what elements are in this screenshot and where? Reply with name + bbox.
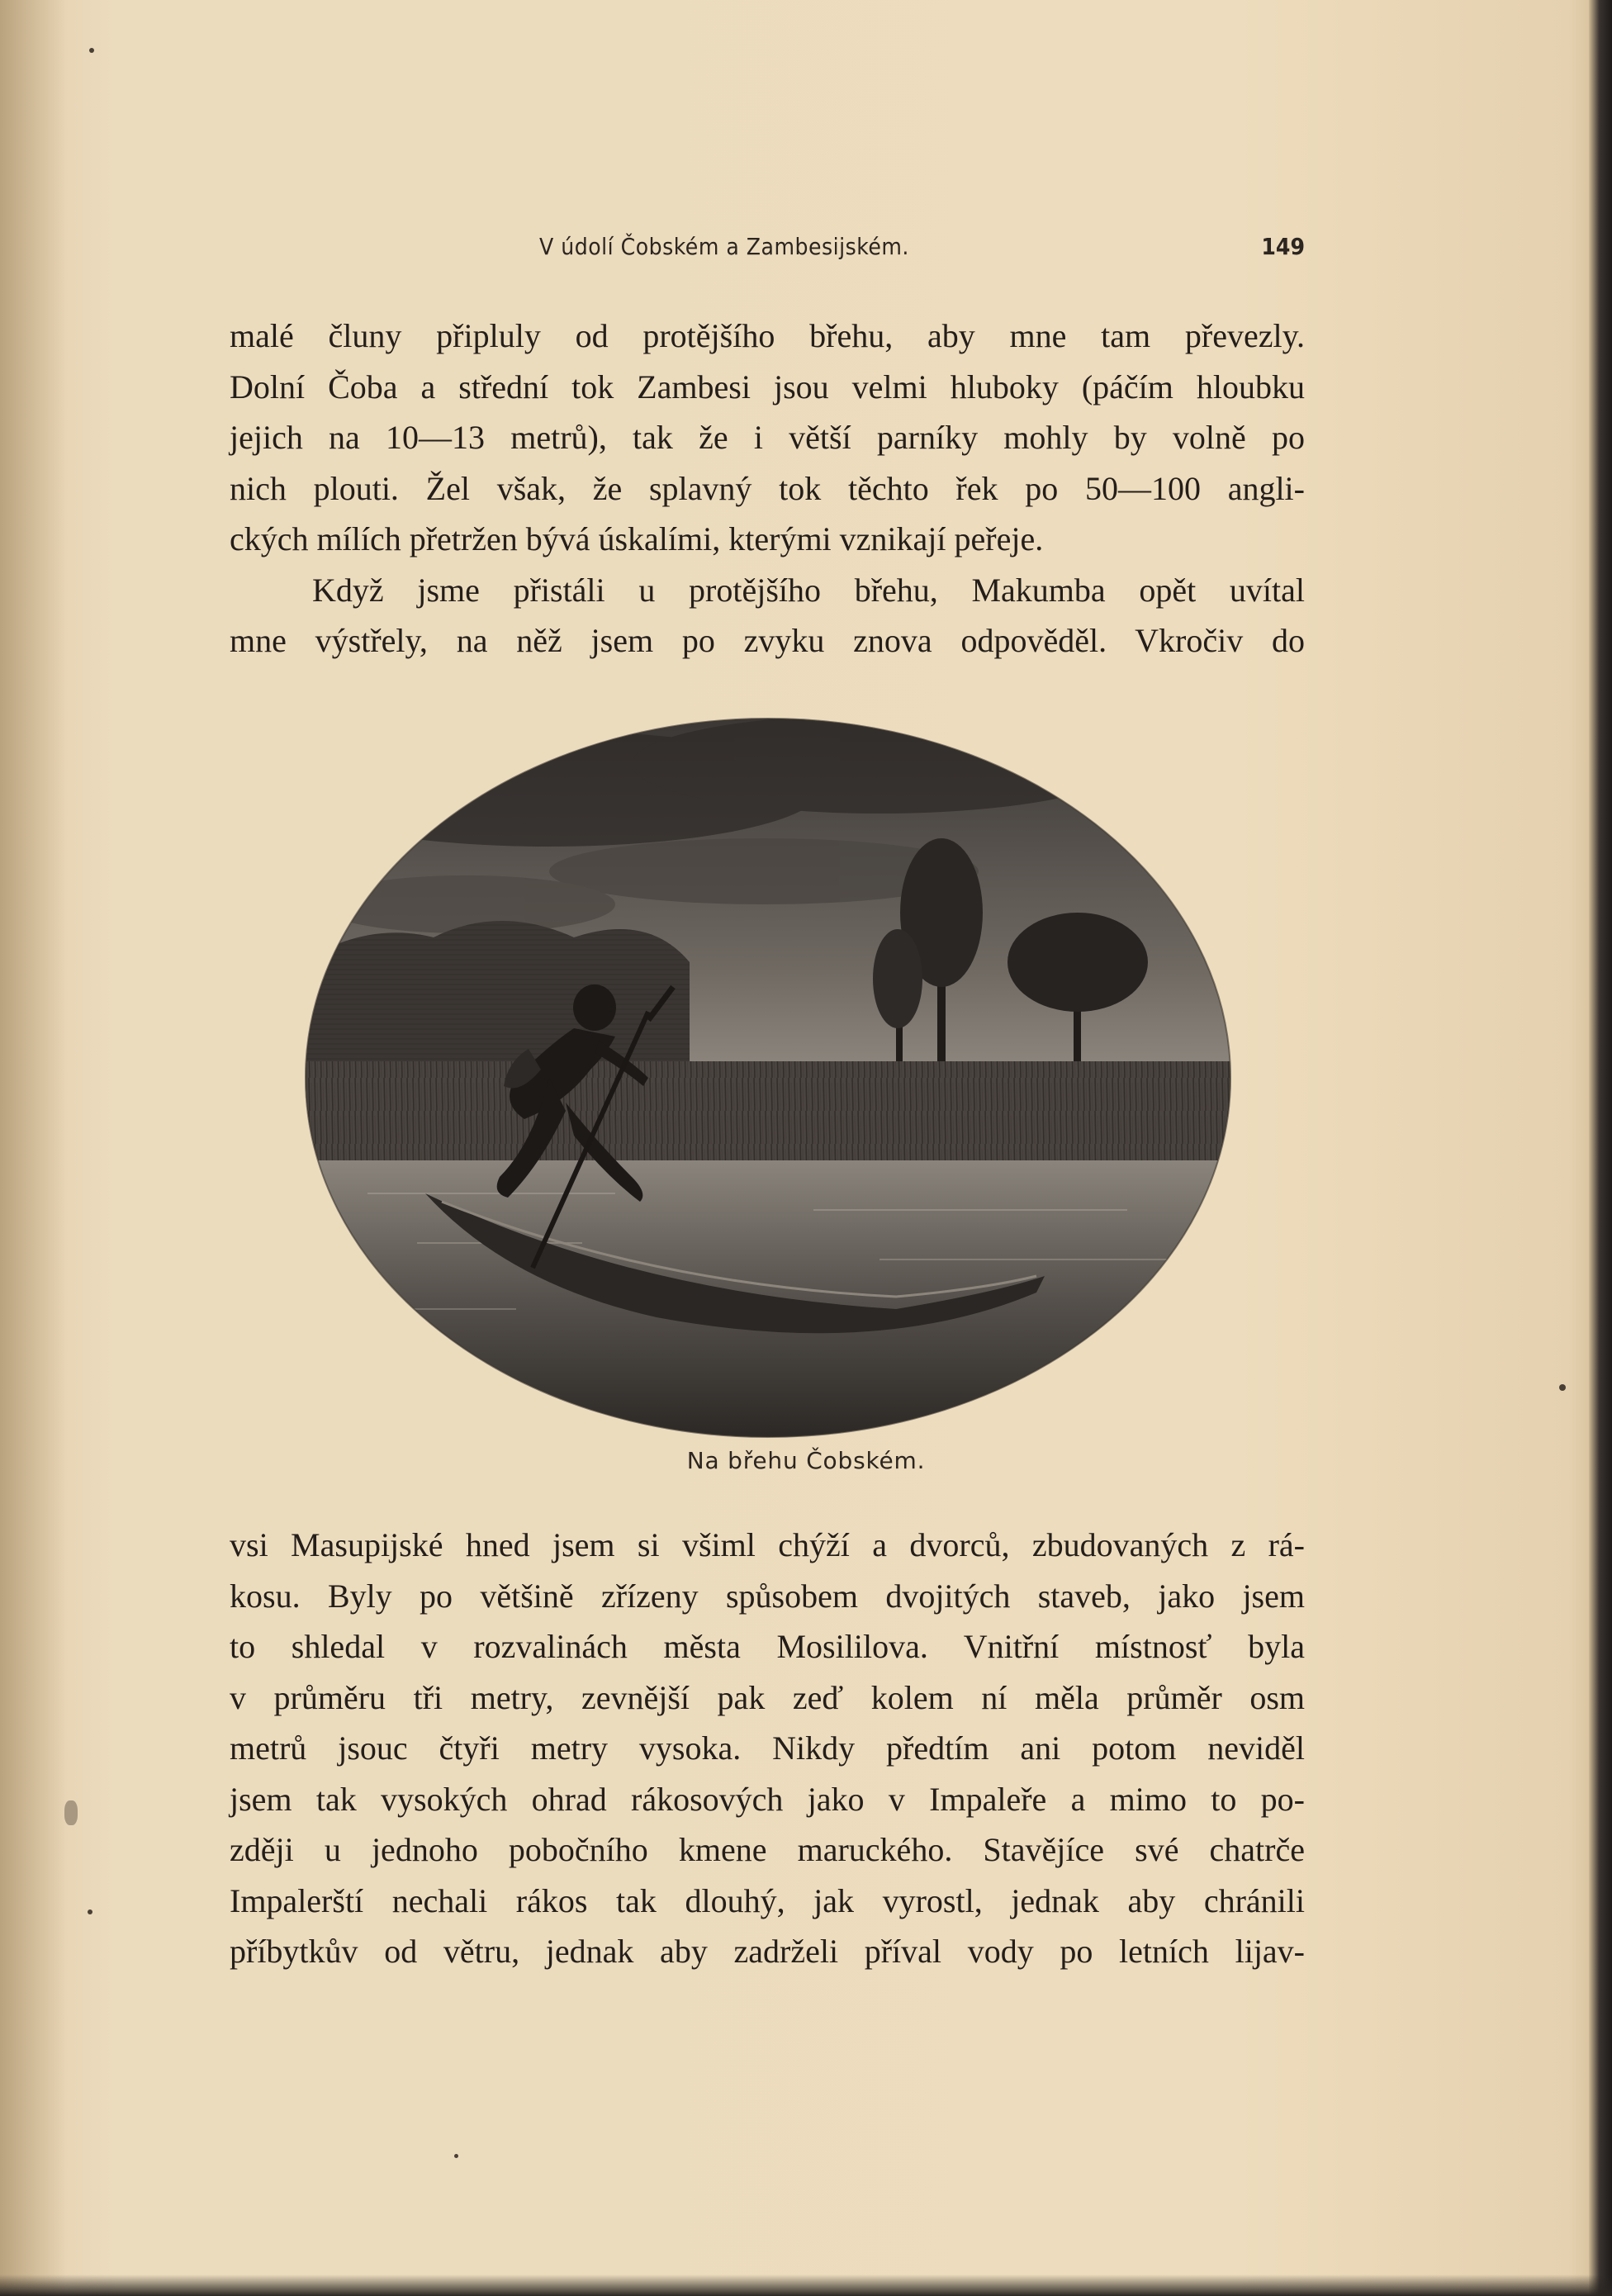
text-line: metrů jsouc čtyři metry vysoka. Nikdy předtím ani potom neviděl bbox=[230, 1729, 1305, 1767]
text-line: jejich na 10—13 metrů), tak že i větší parníky mohly by volně po bbox=[230, 419, 1305, 456]
paper-speck bbox=[89, 48, 94, 53]
text-block-bottom bbox=[230, 1520, 1305, 1977]
text-line: nich plouti. Žel však, že splavný tok těchto řek po 50—100 angli- bbox=[230, 469, 1305, 507]
page-bottom-edge bbox=[0, 2275, 1612, 2296]
text-block-top bbox=[230, 311, 1305, 667]
page-right-edge bbox=[1589, 0, 1612, 2296]
text-line: jsem tak vysokých ohrad rákosových jako v Impaleře a mimo to po- bbox=[230, 1780, 1305, 1818]
text-line: kosu. Byly po většině zřízeny spůsobem dvojitých staveb, jako jsem bbox=[230, 1577, 1305, 1615]
text-line: Impalerští nechali rákos tak dlouhý, jak vyrostl, jednak aby chránili bbox=[230, 1881, 1305, 1919]
page-header bbox=[230, 233, 1305, 266]
text-line: Dolní Čoba a střední tok Zambesi jsou velmi hluboky (páčím hloubku bbox=[230, 368, 1305, 406]
text-line: mne výstřely, na něž jsem po zvyku znova odpověděl. Vkročiv do bbox=[230, 622, 1305, 659]
paper-speck bbox=[454, 2154, 458, 2158]
boatman-illustration bbox=[301, 714, 1235, 1441]
paper-stain bbox=[64, 1800, 78, 1825]
text-line: zději u jednoho pobočního kmene maruckého. Stavějíce své chatrče bbox=[230, 1831, 1305, 1868]
illustration-caption: Na břehu Čobském. bbox=[686, 1447, 926, 1474]
text-line: příbytkův od větru, jednak aby zadrželi příval vody po letních lijav- bbox=[230, 1933, 1305, 1970]
paper-speck bbox=[1559, 1384, 1566, 1391]
text-line: ckých mílích přetržen bývá úskalími, kterými vznikají peřeje. bbox=[230, 520, 1044, 557]
page-number: 149 bbox=[1261, 233, 1305, 260]
text-line: to shledal v rozvalinách města Mosililova. Vnitřní místnosť byla bbox=[230, 1628, 1305, 1665]
paper-speck bbox=[88, 1909, 92, 1914]
text-line: vsi Masupijské hned jsem si všiml chýží a dvorců, zbudovaných z rá- bbox=[230, 1526, 1305, 1563]
running-title: V údolí Čobském a Zambesijském. bbox=[539, 233, 909, 260]
text-line: v průměru tři metry, zevnější pak zeď kolem ní měla průměr osm bbox=[230, 1678, 1305, 1716]
page-gutter bbox=[0, 0, 66, 2296]
text-line: Když jsme přistáli u protějšího břehu, Makumba opět uvítal bbox=[312, 571, 1305, 609]
text-line: malé čluny připluly od protějšího břehu, aby mne tam převezly. bbox=[230, 317, 1305, 354]
